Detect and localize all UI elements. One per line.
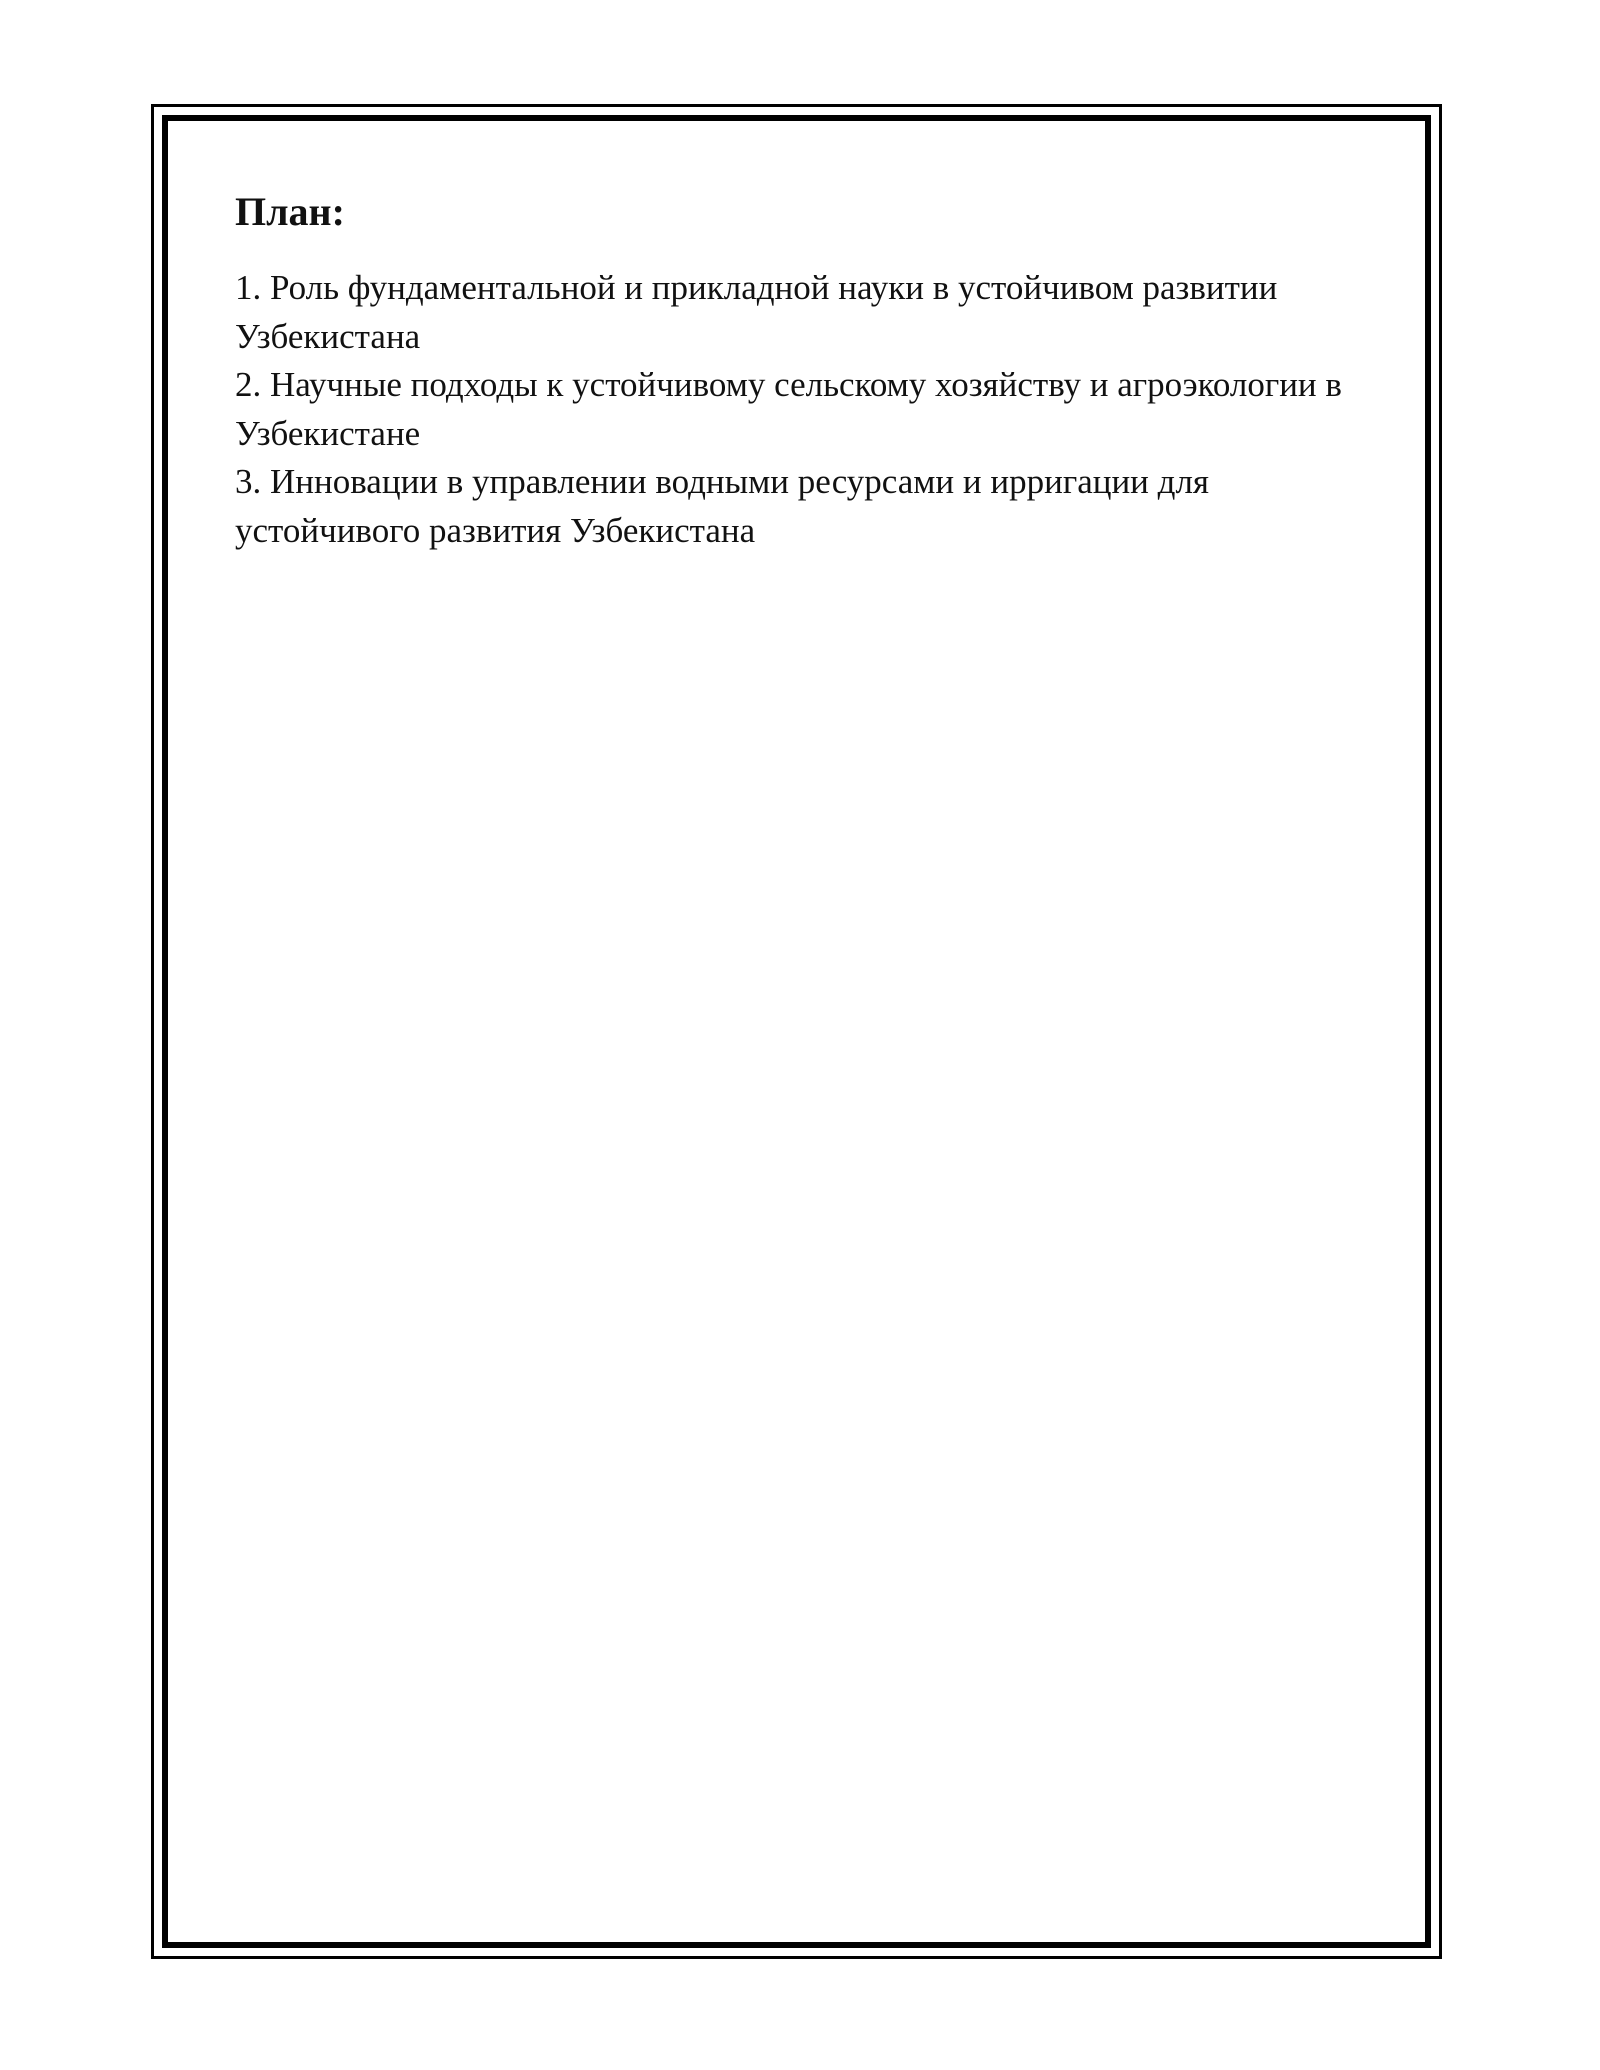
page-heading: План: [235,189,345,234]
page-content [235,188,1365,555]
plan-item-2: 2. Научные подходы к устойчивому сельскому хозяйству и агроэкологии в Узбекистане [235,365,1342,453]
plan-list [235,264,1365,555]
plan-item-3: 3. Инновации в управлении водными ресурсами и ирригации для устойчивого развития Узбекистана [235,462,1210,550]
plan-item-1: 1. Роль фундаментальной и прикладной науки в устойчивом развитии Узбекистана [235,268,1278,356]
